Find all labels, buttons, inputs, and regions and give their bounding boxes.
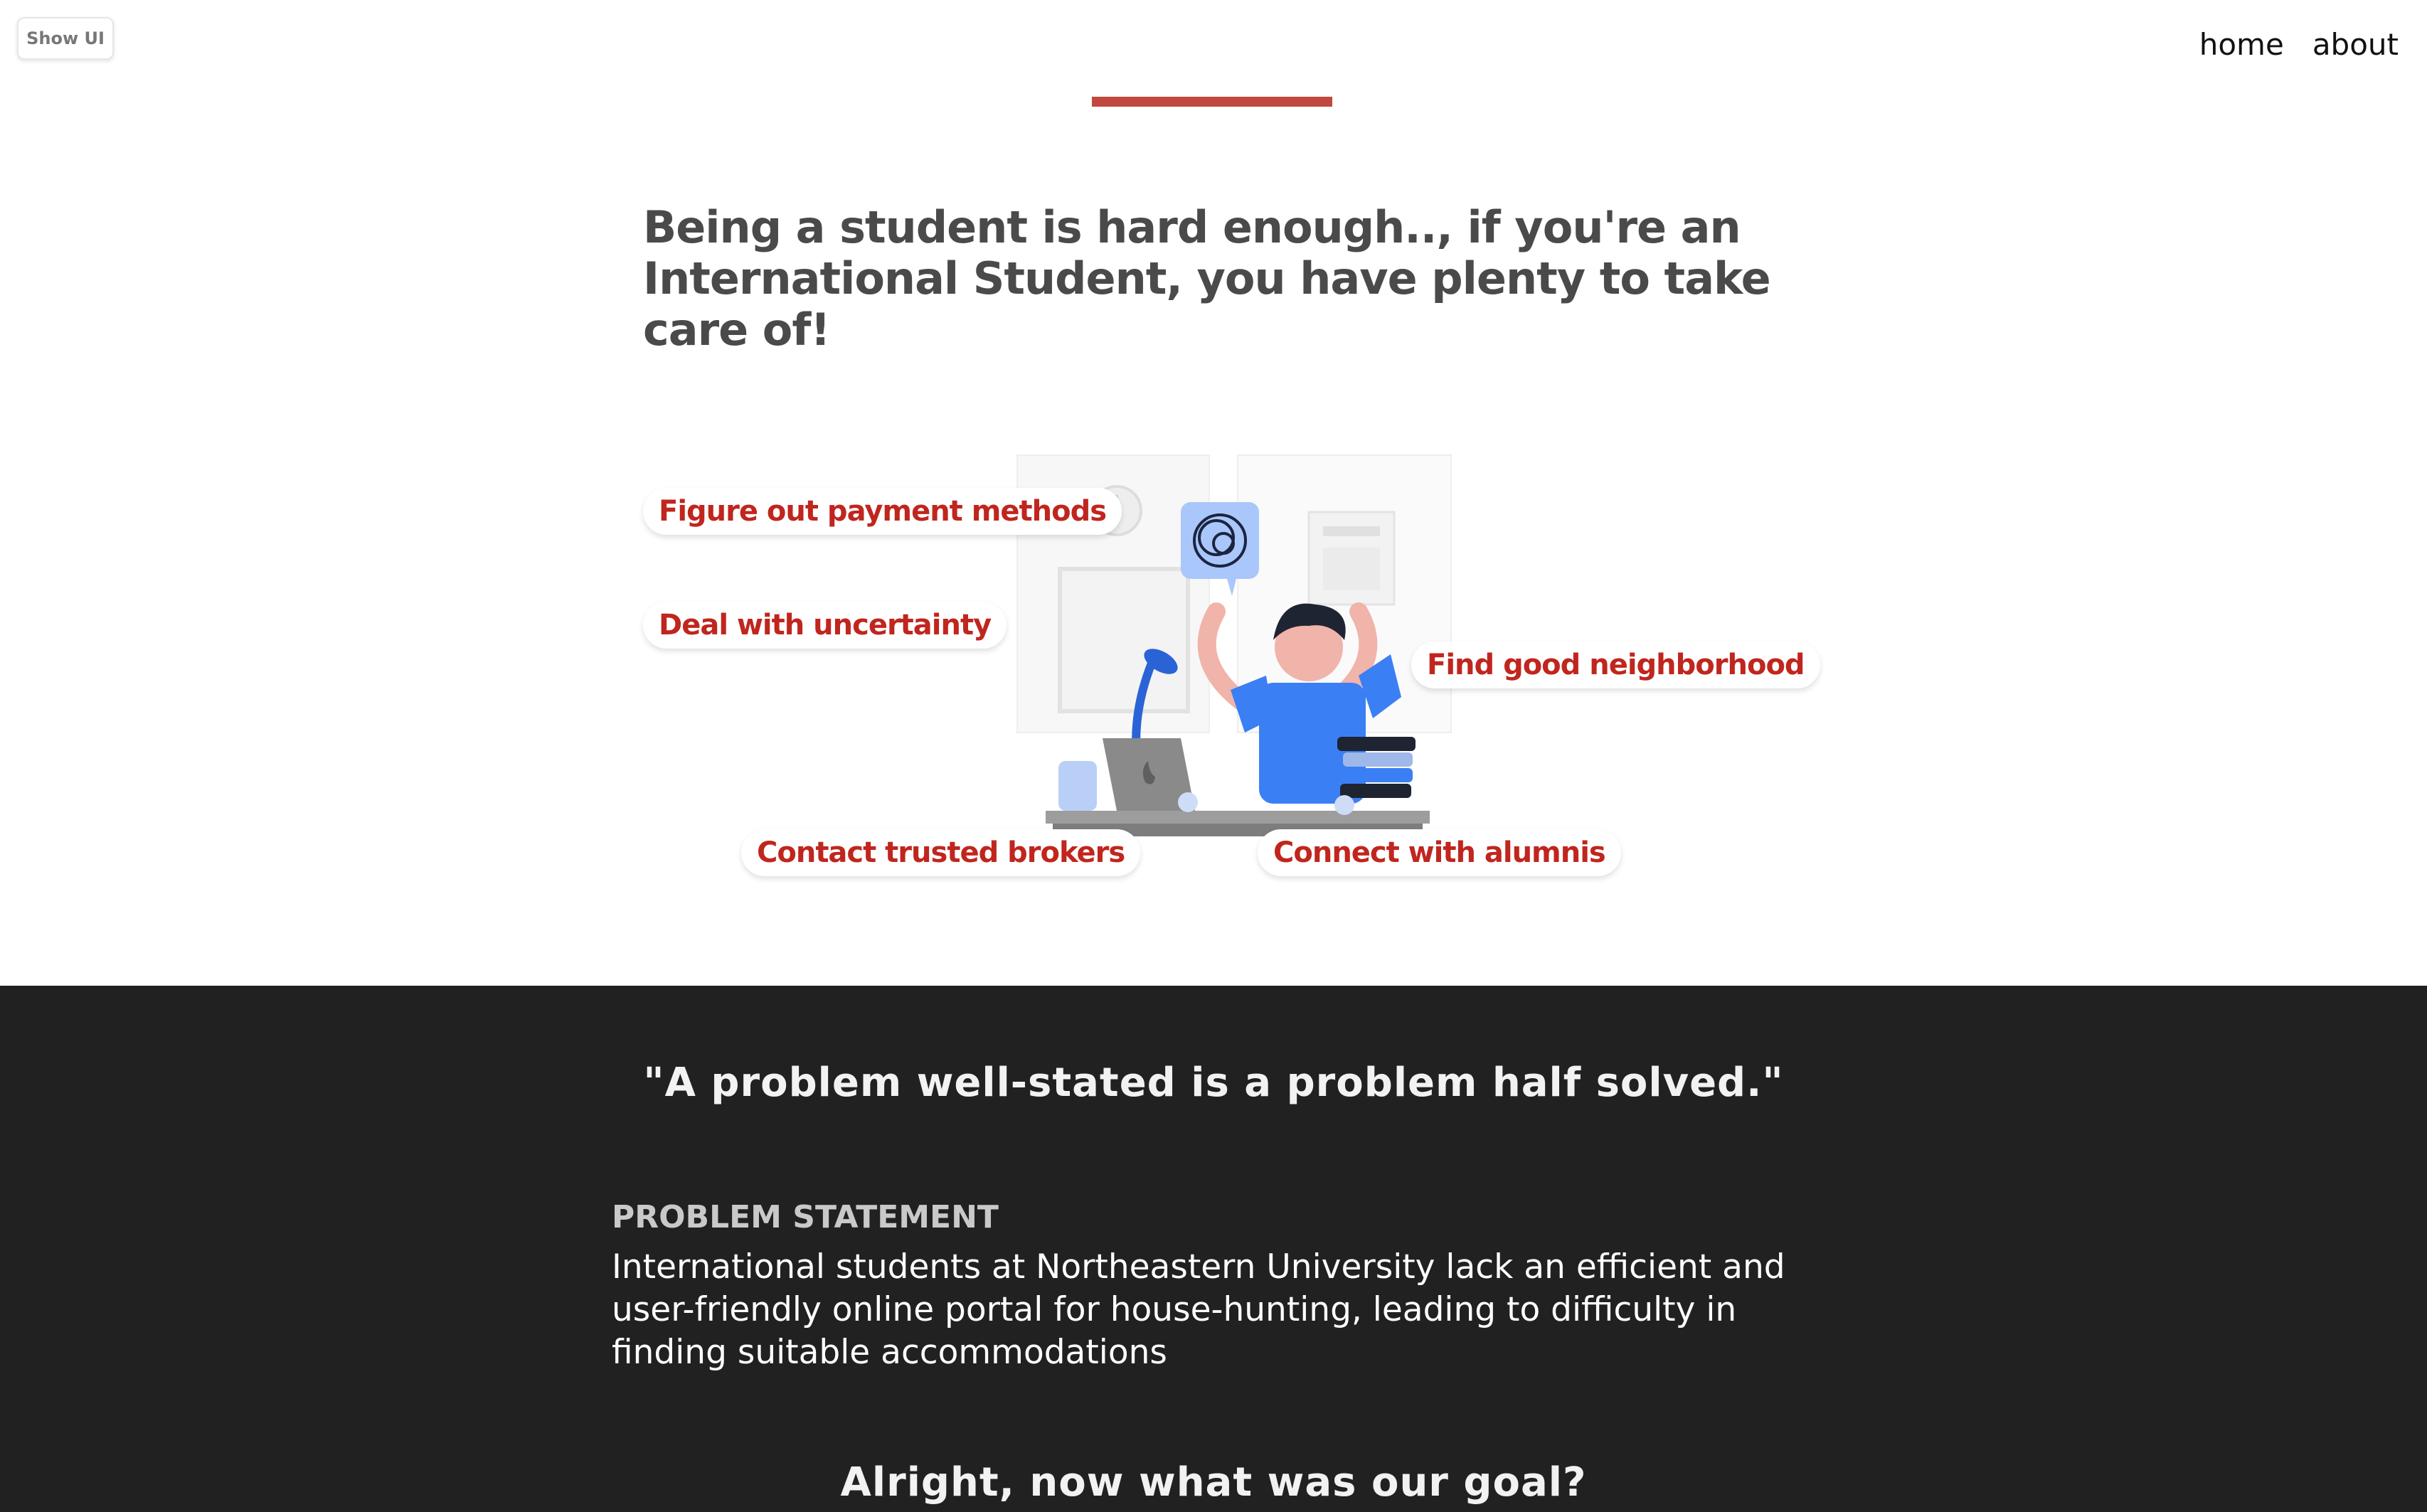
problem-section (0, 986, 2427, 1512)
hero-headline (643, 202, 1852, 356)
accent-divider (1092, 97, 1332, 107)
task-pill-alumnis: Connect with alumnis (1258, 829, 1621, 876)
task-pill-uncertainty: Deal with uncertainty (643, 602, 1007, 649)
task-pill-payment: Figure out payment methods (643, 488, 1122, 535)
goal-heading: Alright, now what was our goal? (840, 1459, 1587, 1506)
problem-statement-body: International students at Northeastern University lack an efficient and user-friendly online portal for house-hunting, leading to difficulty in finding suitable accommodations (612, 1247, 1785, 1372)
problem-statement-heading: PROBLEM STATEMENT (612, 1199, 999, 1235)
problem-quote: "A problem well-stated is a problem half solved." (643, 1060, 1784, 1106)
task-pill-brokers: Contact trusted brokers (741, 829, 1140, 876)
hero-headline-line-2: International Student, you have plenty to take care of! (643, 252, 1770, 356)
task-pill-neighborhood: Find good neighborhood (1411, 641, 1820, 688)
hero-headline-line-1: Being a student is hard enough.., if you're an (643, 201, 1741, 253)
show-ui-button[interactable]: Show UI (17, 17, 114, 60)
top-nav (2199, 27, 2399, 62)
nav-about-link[interactable]: about (2312, 27, 2399, 62)
nav-home-link[interactable]: home (2199, 27, 2284, 62)
